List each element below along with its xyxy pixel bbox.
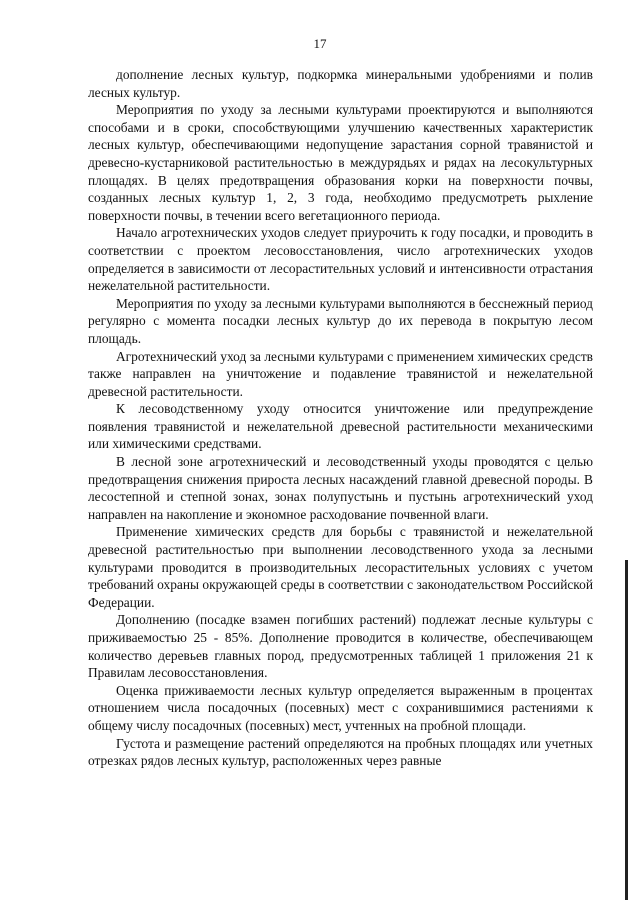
paragraph-9: Дополнению (посадке взамен погибших растений) подлежат лесные культуры с приживаемостью 25 - 85%. Дополнение проводится в количестве, обеспечивающем количество деревьев главных пород, предусмотренных таблицей 1 приложения 21 к Правилам лесовосстановления. xyxy=(88,612,593,681)
paragraph-11: Густота и размещение растений определяются на пробных площадях или учетных отрезках рядов лесных культур, расположенных через равные xyxy=(88,735,593,769)
paragraph-1: дополнение лесных культур, подкормка минеральными удобрениями и полив лесных культур. xyxy=(88,67,593,100)
paragraph-3: Начало агротехнических уходов следует приурочить к году посадки, и проводить в соответствии с проектом лесовосстановления, число агротехнических уходов определяется в зависимости от лесорастительных условий и интенсивности отрастания нежелательной растительности. xyxy=(88,225,593,294)
page-number: 17 xyxy=(313,36,327,51)
paragraph-6: К лесоводственному уходу относится уничтожение или предупреждение появления травянистой и нежелательной древесной растительности механическими или химическими средствами. xyxy=(88,401,593,452)
body-text xyxy=(88,66,593,770)
paragraph-4: Мероприятия по уходу за лесными культурами выполняются в бесснежный период регулярно с момента посадки лесных культур до их перевода в покрытую лесом площадь. xyxy=(88,295,593,346)
paragraph-5: Агротехнический уход за лесными культурами с применением химических средств также направлен на уничтожение и подавление травянистой и нежелательной древесной растительности. xyxy=(88,348,593,399)
paragraph-10: Оценка приживаемости лесных культур определяется выраженным в процентах отношением числа посадочных (посевных) мест с сохранившимися растениями к общему числу посадочных (посевных) мест, учтенных на пробной площади. xyxy=(88,682,593,733)
paragraph-2: Мероприятия по уходу за лесными культурами проектируются и выполняются способами и в сроки, способствующими улучшению качественных характеристик лесных культур, обеспечивающими недопущение зарастания сорной травянистой и древесно-кустарниковой растительностью в междурядьях и рядах на лесокультурных площадях. В целях предотвращения образования корки на поверхности почвы, созданных лесных культур 1, 2, 3 года, необходимо предусмотреть рыхление поверхности почвы, в течении всего вегетационного периода. xyxy=(88,102,593,223)
scan-edge-mark xyxy=(625,560,628,900)
paragraph-7: В лесной зоне агротехнический и лесоводственный уходы проводятся с целью предотвращения снижения прироста лесных насаждений главной древесной породы. В лесостепной и степной зонах, зонах полупустынь и пустынь агротехнический уход направлен на накопление и экономное расходование почвенной влаги. xyxy=(88,454,593,522)
paragraph-8: Применение химических средств для борьбы с травянистой и нежелательной древесной растительностью при выполнении лесоводственного ухода за лесными культурами проводится в производительных лесорастительных условиях с учетом требований охраны окружающей среды в соответствии с законодательством Российской Федерации. xyxy=(88,524,593,610)
